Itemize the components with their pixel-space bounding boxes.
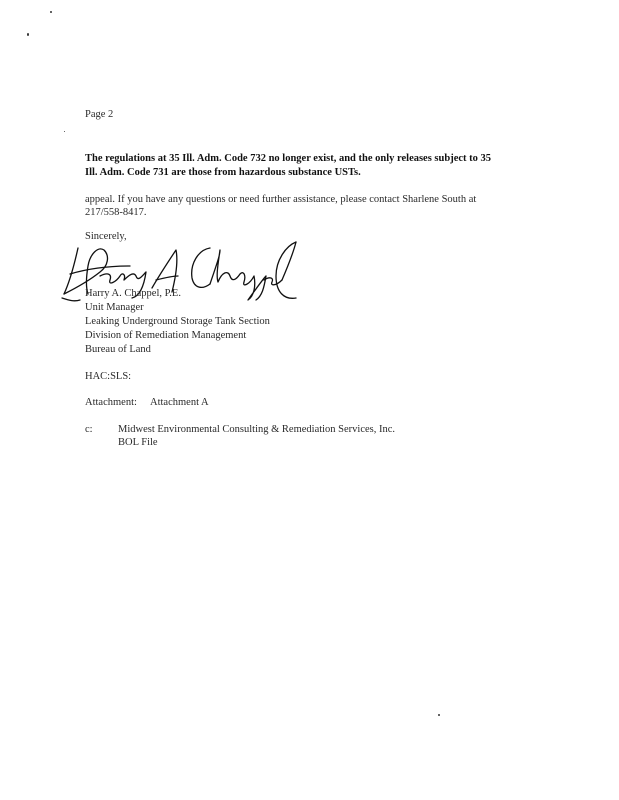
- cc-recipient: Midwest Environmental Consulting & Remediation Services, Inc.: [118, 424, 396, 435]
- signatory-title-line: Leaking Underground Storage Tank Section: [85, 316, 270, 327]
- scan-speck: [438, 714, 440, 716]
- regulation-note-line-2: Ill. Adm. Code 731 are those from hazardous substance USTs.: [85, 167, 361, 178]
- scan-speck: [27, 33, 29, 36]
- signatory-title-line: Bureau of Land: [85, 344, 151, 355]
- attachment-label: Attachment:: [85, 397, 137, 408]
- scan-speck: [64, 131, 65, 132]
- signatory-title-line: Division of Remediation Management: [85, 330, 247, 341]
- contact-paragraph-line-2: 217/558-8417.: [85, 207, 147, 218]
- reference-initials: HAC:SLS:: [85, 371, 132, 382]
- cc-label: c:: [85, 424, 93, 435]
- signatory-title-line: Unit Manager: [85, 302, 144, 313]
- regulation-note-line-1: The regulations at 35 Ill. Adm. Code 732 no longer exist, and the only releases subject to 35: [85, 153, 492, 164]
- scan-speck: [50, 11, 52, 13]
- signatory-name: Harry A. Chappel, P.E.: [85, 288, 181, 299]
- contact-paragraph-line-1: appeal. If you have any questions or need further assistance, please contact Sharlene South at: [85, 194, 477, 205]
- cc-recipient: BOL File: [118, 437, 158, 448]
- salutation: Sincerely,: [85, 231, 127, 242]
- page-number-label: Page 2: [85, 109, 114, 120]
- attachment-value: Attachment A: [150, 397, 209, 408]
